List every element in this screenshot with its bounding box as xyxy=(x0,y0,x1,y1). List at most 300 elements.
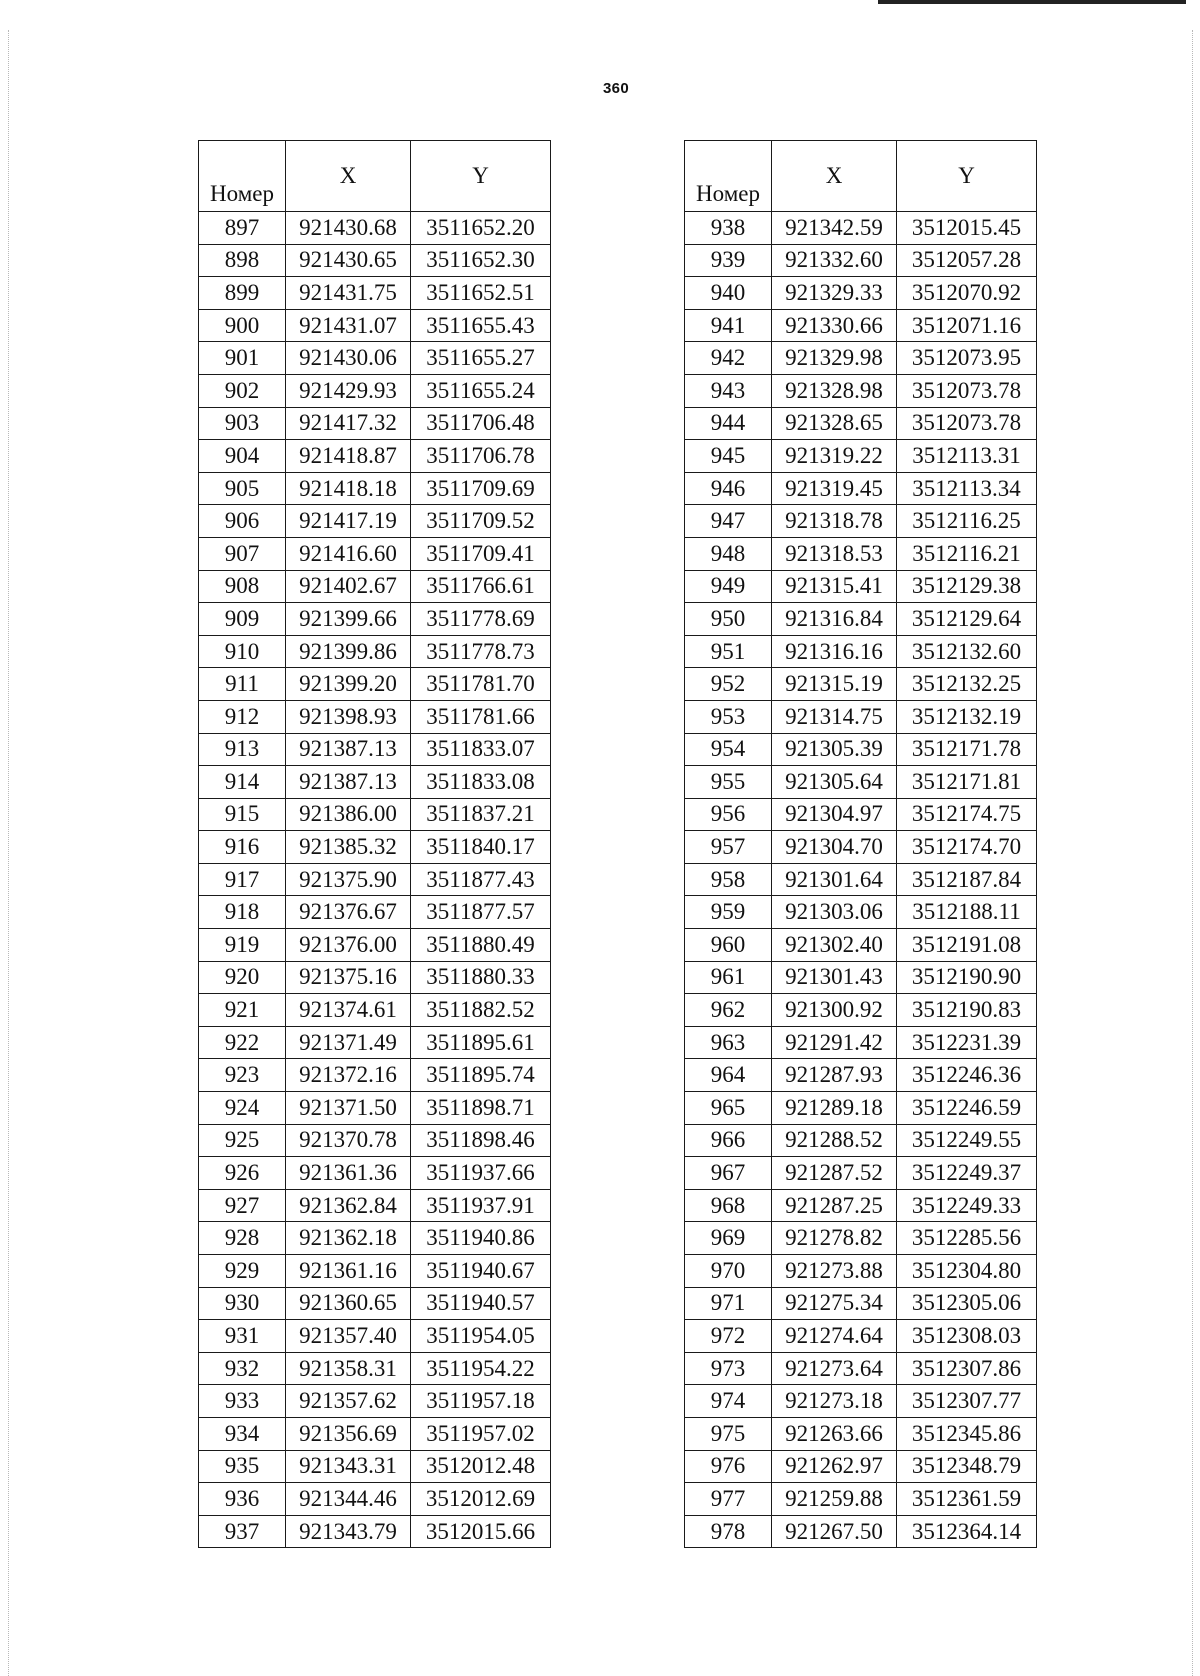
x-coordinate-cell: 921305.64 xyxy=(772,766,897,799)
x-coordinate-cell: 921278.82 xyxy=(772,1222,897,1255)
x-coordinate-cell: 921303.06 xyxy=(772,896,897,929)
x-coordinate-cell: 921399.20 xyxy=(286,668,411,701)
y-coordinate-cell: 3511655.27 xyxy=(411,342,551,375)
table-row xyxy=(199,244,551,277)
y-coordinate-cell: 3511882.52 xyxy=(411,994,551,1027)
y-coordinate-cell: 3511709.41 xyxy=(411,537,551,570)
table-row xyxy=(685,309,1037,342)
point-number-cell: 910 xyxy=(199,635,286,668)
page-number: 360 xyxy=(603,80,629,97)
point-number-cell: 899 xyxy=(199,277,286,310)
point-number-cell: 935 xyxy=(199,1450,286,1483)
table-row xyxy=(685,1352,1037,1385)
table-row xyxy=(199,1320,551,1353)
y-coordinate-cell: 3512057.28 xyxy=(897,244,1037,277)
x-coordinate-cell: 921259.88 xyxy=(772,1483,897,1516)
y-coordinate-cell: 3512249.37 xyxy=(897,1157,1037,1190)
point-number-cell: 933 xyxy=(199,1385,286,1418)
table-row xyxy=(199,342,551,375)
table-row xyxy=(199,1450,551,1483)
table-row xyxy=(199,798,551,831)
table-row xyxy=(199,472,551,505)
point-number-cell: 901 xyxy=(199,342,286,375)
y-coordinate-cell: 3512307.77 xyxy=(897,1385,1037,1418)
point-number-cell: 978 xyxy=(685,1515,772,1548)
y-coordinate-cell: 3511778.73 xyxy=(411,635,551,668)
x-coordinate-cell: 921262.97 xyxy=(772,1450,897,1483)
table-row xyxy=(199,1483,551,1516)
table-row xyxy=(199,309,551,342)
table-row xyxy=(685,635,1037,668)
x-coordinate-cell: 921275.34 xyxy=(772,1287,897,1320)
x-coordinate-cell: 921318.78 xyxy=(772,505,897,538)
y-coordinate-cell: 3512113.31 xyxy=(897,440,1037,473)
y-coordinate-cell: 3511957.02 xyxy=(411,1417,551,1450)
table-row xyxy=(199,212,551,245)
y-coordinate-cell: 3512191.08 xyxy=(897,929,1037,962)
table-row xyxy=(685,733,1037,766)
point-number-cell: 923 xyxy=(199,1059,286,1092)
x-coordinate-cell: 921372.16 xyxy=(286,1059,411,1092)
table-row xyxy=(199,1157,551,1190)
y-coordinate-cell: 3512073.95 xyxy=(897,342,1037,375)
point-number-cell: 897 xyxy=(199,212,286,245)
y-coordinate-cell: 3511940.57 xyxy=(411,1287,551,1320)
column-header-x: X xyxy=(286,141,411,212)
y-coordinate-cell: 3512345.86 xyxy=(897,1417,1037,1450)
x-coordinate-cell: 921357.62 xyxy=(286,1385,411,1418)
point-number-cell: 944 xyxy=(685,407,772,440)
y-coordinate-cell: 3512190.90 xyxy=(897,961,1037,994)
y-coordinate-cell: 3512246.59 xyxy=(897,1092,1037,1125)
point-number-cell: 919 xyxy=(199,929,286,962)
point-number-cell: 915 xyxy=(199,798,286,831)
point-number-cell: 934 xyxy=(199,1417,286,1450)
point-number-cell: 930 xyxy=(199,1287,286,1320)
y-coordinate-cell: 3511781.70 xyxy=(411,668,551,701)
table-row xyxy=(199,505,551,538)
x-coordinate-cell: 921374.61 xyxy=(286,994,411,1027)
x-coordinate-cell: 921315.19 xyxy=(772,668,897,701)
point-number-cell: 903 xyxy=(199,407,286,440)
x-coordinate-cell: 921370.78 xyxy=(286,1124,411,1157)
y-coordinate-cell: 3511957.18 xyxy=(411,1385,551,1418)
y-coordinate-cell: 3512249.33 xyxy=(897,1189,1037,1222)
point-number-cell: 968 xyxy=(685,1189,772,1222)
point-number-cell: 942 xyxy=(685,342,772,375)
x-coordinate-cell: 921304.70 xyxy=(772,831,897,864)
x-coordinate-cell: 921376.67 xyxy=(286,896,411,929)
column-header-number: Номер xyxy=(685,141,772,212)
y-coordinate-cell: 3512348.79 xyxy=(897,1450,1037,1483)
table-row xyxy=(685,994,1037,1027)
point-number-cell: 962 xyxy=(685,994,772,1027)
y-coordinate-cell: 3512307.86 xyxy=(897,1352,1037,1385)
y-coordinate-cell: 3512361.59 xyxy=(897,1483,1037,1516)
table-row xyxy=(685,1026,1037,1059)
table-row xyxy=(685,505,1037,538)
x-coordinate-cell: 921418.87 xyxy=(286,440,411,473)
x-coordinate-cell: 921316.84 xyxy=(772,603,897,636)
x-coordinate-cell: 921328.98 xyxy=(772,374,897,407)
point-number-cell: 948 xyxy=(685,537,772,570)
table-row xyxy=(685,603,1037,636)
y-coordinate-cell: 3511880.33 xyxy=(411,961,551,994)
point-number-cell: 950 xyxy=(685,603,772,636)
y-coordinate-cell: 3511709.52 xyxy=(411,505,551,538)
table-row xyxy=(685,1092,1037,1125)
x-coordinate-cell: 921356.69 xyxy=(286,1417,411,1450)
y-coordinate-cell: 3511895.74 xyxy=(411,1059,551,1092)
table-row xyxy=(685,863,1037,896)
table-row xyxy=(685,440,1037,473)
x-coordinate-cell: 921305.39 xyxy=(772,733,897,766)
x-coordinate-cell: 921328.65 xyxy=(772,407,897,440)
y-coordinate-cell: 3512129.38 xyxy=(897,570,1037,603)
x-coordinate-cell: 921315.41 xyxy=(772,570,897,603)
y-coordinate-cell: 3511898.71 xyxy=(411,1092,551,1125)
table-row xyxy=(199,896,551,929)
x-coordinate-cell: 921358.31 xyxy=(286,1352,411,1385)
coordinates-table-right xyxy=(684,140,1037,1548)
x-coordinate-cell: 921304.97 xyxy=(772,798,897,831)
top-rule xyxy=(878,0,1186,4)
table-row xyxy=(685,1320,1037,1353)
table-row xyxy=(685,570,1037,603)
x-coordinate-cell: 921329.33 xyxy=(772,277,897,310)
table-row xyxy=(685,244,1037,277)
point-number-cell: 905 xyxy=(199,472,286,505)
table-body xyxy=(199,212,551,1548)
table-row xyxy=(685,1417,1037,1450)
table-row xyxy=(199,929,551,962)
point-number-cell: 967 xyxy=(685,1157,772,1190)
table-row xyxy=(685,1124,1037,1157)
point-number-cell: 911 xyxy=(199,668,286,701)
y-coordinate-cell: 3511895.61 xyxy=(411,1026,551,1059)
y-coordinate-cell: 3511652.51 xyxy=(411,277,551,310)
table-row xyxy=(685,537,1037,570)
table-row xyxy=(685,766,1037,799)
y-coordinate-cell: 3512285.56 xyxy=(897,1222,1037,1255)
y-coordinate-cell: 3512187.84 xyxy=(897,863,1037,896)
x-coordinate-cell: 921332.60 xyxy=(772,244,897,277)
x-coordinate-cell: 921361.36 xyxy=(286,1157,411,1190)
point-number-cell: 922 xyxy=(199,1026,286,1059)
x-coordinate-cell: 921274.64 xyxy=(772,1320,897,1353)
table-row xyxy=(685,929,1037,962)
point-number-cell: 971 xyxy=(685,1287,772,1320)
point-number-cell: 951 xyxy=(685,635,772,668)
x-coordinate-cell: 921287.93 xyxy=(772,1059,897,1092)
table-row xyxy=(685,1189,1037,1222)
point-number-cell: 974 xyxy=(685,1385,772,1418)
y-coordinate-cell: 3511652.20 xyxy=(411,212,551,245)
x-coordinate-cell: 921344.46 xyxy=(286,1483,411,1516)
table-row xyxy=(685,472,1037,505)
y-coordinate-cell: 3512190.83 xyxy=(897,994,1037,1027)
point-number-cell: 961 xyxy=(685,961,772,994)
table-row xyxy=(199,1092,551,1125)
point-number-cell: 926 xyxy=(199,1157,286,1190)
scan-edge-left xyxy=(8,30,10,1676)
point-number-cell: 921 xyxy=(199,994,286,1027)
point-number-cell: 898 xyxy=(199,244,286,277)
x-coordinate-cell: 921398.93 xyxy=(286,700,411,733)
x-coordinate-cell: 921431.07 xyxy=(286,309,411,342)
x-coordinate-cell: 921431.75 xyxy=(286,277,411,310)
x-coordinate-cell: 921289.18 xyxy=(772,1092,897,1125)
point-number-cell: 963 xyxy=(685,1026,772,1059)
y-coordinate-cell: 3511937.91 xyxy=(411,1189,551,1222)
table-row xyxy=(685,374,1037,407)
table-row xyxy=(199,570,551,603)
point-number-cell: 972 xyxy=(685,1320,772,1353)
table-row xyxy=(685,342,1037,375)
y-coordinate-cell: 3512305.06 xyxy=(897,1287,1037,1320)
x-coordinate-cell: 921301.43 xyxy=(772,961,897,994)
x-coordinate-cell: 921291.42 xyxy=(772,1026,897,1059)
table-row xyxy=(199,831,551,864)
point-number-cell: 941 xyxy=(685,309,772,342)
point-number-cell: 907 xyxy=(199,537,286,570)
x-coordinate-cell: 921430.68 xyxy=(286,212,411,245)
point-number-cell: 918 xyxy=(199,896,286,929)
point-number-cell: 900 xyxy=(199,309,286,342)
x-coordinate-cell: 921387.13 xyxy=(286,766,411,799)
point-number-cell: 955 xyxy=(685,766,772,799)
x-coordinate-cell: 921361.16 xyxy=(286,1255,411,1288)
y-coordinate-cell: 3512171.81 xyxy=(897,766,1037,799)
column-header-y: Y xyxy=(411,141,551,212)
point-number-cell: 904 xyxy=(199,440,286,473)
y-coordinate-cell: 3511833.08 xyxy=(411,766,551,799)
point-number-cell: 947 xyxy=(685,505,772,538)
point-number-cell: 966 xyxy=(685,1124,772,1157)
table-row xyxy=(199,863,551,896)
table-row xyxy=(685,668,1037,701)
y-coordinate-cell: 3511652.30 xyxy=(411,244,551,277)
x-coordinate-cell: 921287.52 xyxy=(772,1157,897,1190)
point-number-cell: 970 xyxy=(685,1255,772,1288)
x-coordinate-cell: 921301.64 xyxy=(772,863,897,896)
table-row xyxy=(685,831,1037,864)
table-row xyxy=(685,798,1037,831)
y-coordinate-cell: 3511880.49 xyxy=(411,929,551,962)
y-coordinate-cell: 3512231.39 xyxy=(897,1026,1037,1059)
table-row xyxy=(685,1483,1037,1516)
table-row xyxy=(199,1352,551,1385)
y-coordinate-cell: 3511840.17 xyxy=(411,831,551,864)
x-coordinate-cell: 921402.67 xyxy=(286,570,411,603)
table-row xyxy=(685,1255,1037,1288)
y-coordinate-cell: 3512246.36 xyxy=(897,1059,1037,1092)
x-coordinate-cell: 921273.88 xyxy=(772,1255,897,1288)
y-coordinate-cell: 3511706.48 xyxy=(411,407,551,440)
x-coordinate-cell: 921273.18 xyxy=(772,1385,897,1418)
x-coordinate-cell: 921300.92 xyxy=(772,994,897,1027)
y-coordinate-cell: 3512132.19 xyxy=(897,700,1037,733)
y-coordinate-cell: 3512071.16 xyxy=(897,309,1037,342)
point-number-cell: 909 xyxy=(199,603,286,636)
point-number-cell: 939 xyxy=(685,244,772,277)
y-coordinate-cell: 3512249.55 xyxy=(897,1124,1037,1157)
point-number-cell: 936 xyxy=(199,1483,286,1516)
table-row xyxy=(199,1385,551,1418)
y-coordinate-cell: 3511877.43 xyxy=(411,863,551,896)
y-coordinate-cell: 3512304.80 xyxy=(897,1255,1037,1288)
table-row xyxy=(199,1287,551,1320)
table-row xyxy=(685,212,1037,245)
x-coordinate-cell: 921371.50 xyxy=(286,1092,411,1125)
y-coordinate-cell: 3512070.92 xyxy=(897,277,1037,310)
point-number-cell: 976 xyxy=(685,1450,772,1483)
y-coordinate-cell: 3512308.03 xyxy=(897,1320,1037,1353)
point-number-cell: 906 xyxy=(199,505,286,538)
point-number-cell: 929 xyxy=(199,1255,286,1288)
scan-edge-right xyxy=(1192,30,1194,1676)
point-number-cell: 958 xyxy=(685,863,772,896)
x-coordinate-cell: 921417.32 xyxy=(286,407,411,440)
x-coordinate-cell: 921267.50 xyxy=(772,1515,897,1548)
y-coordinate-cell: 3511655.24 xyxy=(411,374,551,407)
point-number-cell: 912 xyxy=(199,700,286,733)
point-number-cell: 953 xyxy=(685,700,772,733)
x-coordinate-cell: 921399.66 xyxy=(286,603,411,636)
point-number-cell: 940 xyxy=(685,277,772,310)
table-row xyxy=(199,1417,551,1450)
point-number-cell: 902 xyxy=(199,374,286,407)
y-coordinate-cell: 3512015.66 xyxy=(411,1515,551,1548)
x-coordinate-cell: 921387.13 xyxy=(286,733,411,766)
x-coordinate-cell: 921360.65 xyxy=(286,1287,411,1320)
y-coordinate-cell: 3512188.11 xyxy=(897,896,1037,929)
y-coordinate-cell: 3512174.75 xyxy=(897,798,1037,831)
y-coordinate-cell: 3511954.05 xyxy=(411,1320,551,1353)
y-coordinate-cell: 3512015.45 xyxy=(897,212,1037,245)
y-coordinate-cell: 3511940.86 xyxy=(411,1222,551,1255)
table-row xyxy=(199,440,551,473)
x-coordinate-cell: 921288.52 xyxy=(772,1124,897,1157)
x-coordinate-cell: 921329.98 xyxy=(772,342,897,375)
point-number-cell: 913 xyxy=(199,733,286,766)
table-row xyxy=(685,1450,1037,1483)
x-coordinate-cell: 921343.31 xyxy=(286,1450,411,1483)
y-coordinate-cell: 3512012.69 xyxy=(411,1483,551,1516)
point-number-cell: 949 xyxy=(685,570,772,603)
point-number-cell: 946 xyxy=(685,472,772,505)
point-number-cell: 965 xyxy=(685,1092,772,1125)
table-row xyxy=(199,1255,551,1288)
y-coordinate-cell: 3511655.43 xyxy=(411,309,551,342)
point-number-cell: 945 xyxy=(685,440,772,473)
point-number-cell: 932 xyxy=(199,1352,286,1385)
x-coordinate-cell: 921362.84 xyxy=(286,1189,411,1222)
x-coordinate-cell: 921375.90 xyxy=(286,863,411,896)
point-number-cell: 952 xyxy=(685,668,772,701)
table-row xyxy=(199,1059,551,1092)
y-coordinate-cell: 3512129.64 xyxy=(897,603,1037,636)
x-coordinate-cell: 921302.40 xyxy=(772,929,897,962)
table-row xyxy=(199,603,551,636)
y-coordinate-cell: 3512132.60 xyxy=(897,635,1037,668)
y-coordinate-cell: 3512116.25 xyxy=(897,505,1037,538)
table-row xyxy=(685,1515,1037,1548)
table-row xyxy=(685,896,1037,929)
table-body xyxy=(685,212,1037,1548)
x-coordinate-cell: 921386.00 xyxy=(286,798,411,831)
point-number-cell: 924 xyxy=(199,1092,286,1125)
table-header xyxy=(199,141,551,212)
table-row xyxy=(685,407,1037,440)
table-row xyxy=(685,1059,1037,1092)
x-coordinate-cell: 921362.18 xyxy=(286,1222,411,1255)
y-coordinate-cell: 3511937.66 xyxy=(411,1157,551,1190)
table-header xyxy=(685,141,1037,212)
x-coordinate-cell: 921343.79 xyxy=(286,1515,411,1548)
y-coordinate-cell: 3511833.07 xyxy=(411,733,551,766)
x-coordinate-cell: 921429.93 xyxy=(286,374,411,407)
y-coordinate-cell: 3512012.48 xyxy=(411,1450,551,1483)
table-row xyxy=(685,1157,1037,1190)
table-row xyxy=(685,961,1037,994)
point-number-cell: 969 xyxy=(685,1222,772,1255)
y-coordinate-cell: 3512364.14 xyxy=(897,1515,1037,1548)
point-number-cell: 908 xyxy=(199,570,286,603)
y-coordinate-cell: 3512171.78 xyxy=(897,733,1037,766)
table-row xyxy=(199,374,551,407)
x-coordinate-cell: 921385.32 xyxy=(286,831,411,864)
table-row xyxy=(685,700,1037,733)
point-number-cell: 925 xyxy=(199,1124,286,1157)
table-row xyxy=(199,994,551,1027)
y-coordinate-cell: 3511709.69 xyxy=(411,472,551,505)
point-number-cell: 943 xyxy=(685,374,772,407)
y-coordinate-cell: 3512073.78 xyxy=(897,407,1037,440)
point-number-cell: 960 xyxy=(685,929,772,962)
point-number-cell: 917 xyxy=(199,863,286,896)
point-number-cell: 975 xyxy=(685,1417,772,1450)
point-number-cell: 964 xyxy=(685,1059,772,1092)
x-coordinate-cell: 921319.22 xyxy=(772,440,897,473)
column-header-x: X xyxy=(772,141,897,212)
y-coordinate-cell: 3511781.66 xyxy=(411,700,551,733)
x-coordinate-cell: 921342.59 xyxy=(772,212,897,245)
y-coordinate-cell: 3511877.57 xyxy=(411,896,551,929)
table-row xyxy=(685,1222,1037,1255)
point-number-cell: 916 xyxy=(199,831,286,864)
x-coordinate-cell: 921376.00 xyxy=(286,929,411,962)
point-number-cell: 937 xyxy=(199,1515,286,1548)
y-coordinate-cell: 3512073.78 xyxy=(897,374,1037,407)
x-coordinate-cell: 921418.18 xyxy=(286,472,411,505)
y-coordinate-cell: 3512132.25 xyxy=(897,668,1037,701)
point-number-cell: 957 xyxy=(685,831,772,864)
x-coordinate-cell: 921430.06 xyxy=(286,342,411,375)
table-row xyxy=(685,1287,1037,1320)
point-number-cell: 959 xyxy=(685,896,772,929)
table-row xyxy=(685,277,1037,310)
y-coordinate-cell: 3511954.22 xyxy=(411,1352,551,1385)
y-coordinate-cell: 3511706.78 xyxy=(411,440,551,473)
table-row xyxy=(199,961,551,994)
point-number-cell: 928 xyxy=(199,1222,286,1255)
x-coordinate-cell: 921314.75 xyxy=(772,700,897,733)
x-coordinate-cell: 921273.64 xyxy=(772,1352,897,1385)
point-number-cell: 914 xyxy=(199,766,286,799)
x-coordinate-cell: 921417.19 xyxy=(286,505,411,538)
table-row xyxy=(199,277,551,310)
